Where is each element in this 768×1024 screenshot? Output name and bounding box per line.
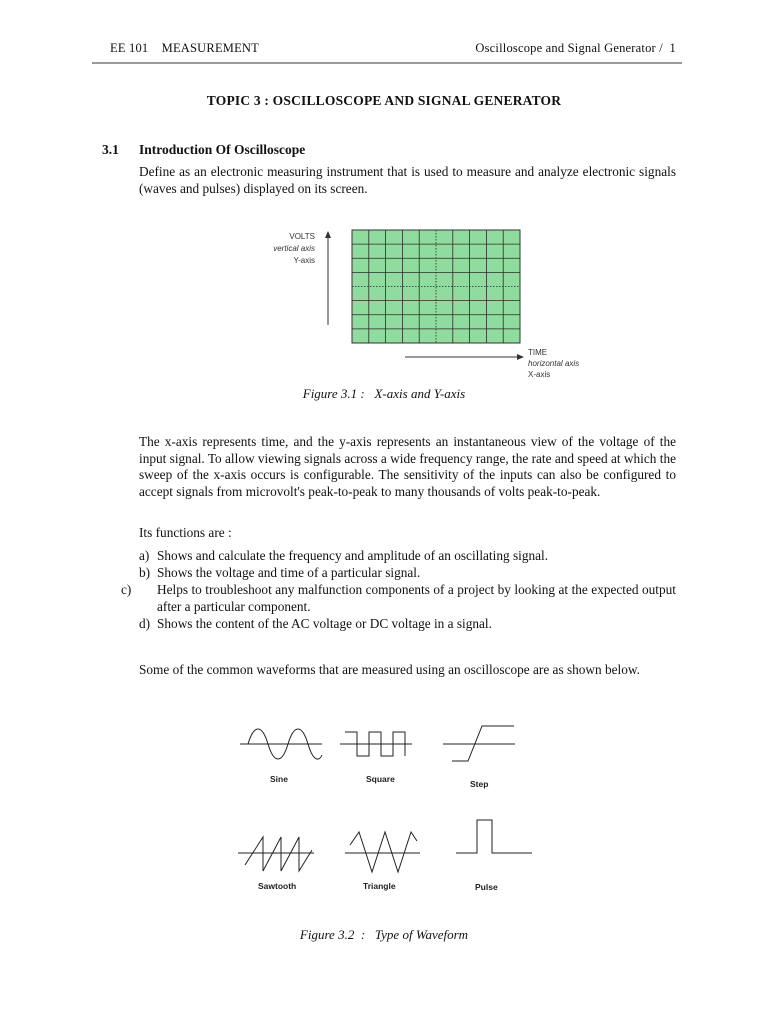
sawtooth-waveform — [238, 837, 314, 871]
functions-label: Its functions are : — [139, 525, 232, 540]
axis-description-paragraph: The x-axis represents time, and the y-axis represents an instantaneous view of the voltage of the input signal. To allow viewing signals across a wide frequency range, the rate and speed at which the sweep of the x-axis occurs is configurable. The sensitivity of the inputs can also be configured to accept signals from microvolt's peak-to-peak to many thousands of volts peak-to-peak. — [139, 434, 676, 499]
header-page-title: Oscilloscope and Signal Generator / 1 — [475, 41, 676, 55]
step-waveform — [443, 726, 515, 761]
section-title: Introduction Of Oscilloscope — [139, 142, 306, 157]
pulse-label: Pulse — [475, 882, 498, 892]
y-axis-label-vertical: vertical axis — [273, 244, 315, 253]
function-item-d: d) Shows the content of the AC voltage or DC voltage in a signal. — [139, 616, 492, 631]
figure-3-2-caption: Figure 3.2 : Type of Waveform — [299, 927, 469, 942]
y-axis-label-volts: VOLTS — [289, 232, 315, 241]
function-item-a: a) Shows and calculate the frequency and amplitude of an oscillating signal. — [139, 548, 549, 563]
common-waveforms-paragraph: Some of the common waveforms that are measured using an oscilloscope are as shown below. — [139, 662, 640, 677]
x-axis-label-time: TIME — [528, 348, 548, 357]
waveform-types-figure — [230, 715, 550, 900]
section-number: 3.1 — [102, 142, 119, 157]
sine-waveform — [240, 729, 322, 759]
function-item-b: b) Shows the voltage and time of a particular signal. — [139, 565, 421, 580]
triangle-waveform — [345, 832, 420, 872]
square-label: Square — [366, 774, 395, 784]
x-axis-label-horizontal: horizontal axis — [528, 359, 580, 368]
square-waveform — [340, 732, 412, 756]
y-axis-arrow — [325, 231, 331, 325]
triangle-label: Triangle — [363, 881, 396, 891]
figure-3-1-caption: Figure 3.1 : X-axis and Y-axis — [302, 386, 466, 401]
x-axis-label-x: X-axis — [528, 370, 551, 379]
header-divider — [92, 62, 682, 64]
sine-label: Sine — [270, 774, 288, 784]
oscilloscope-screen-figure — [255, 225, 595, 385]
function-item-c: c) Helps to troubleshoot any malfunction components of a project by looking at the expected output after a particular component. — [121, 582, 676, 614]
step-label: Step — [470, 779, 489, 789]
y-axis-label-y: Y-axis — [293, 256, 315, 265]
page-title: TOPIC 3 : OSCILLOSCOPE AND SIGNAL GENERATOR — [206, 93, 562, 108]
definition-paragraph: Define as an electronic measuring instrument that is used to measure and analyze electronic signals (waves and pulses) displayed on its screen. — [139, 164, 676, 196]
sawtooth-label: Sawtooth — [258, 881, 297, 891]
pulse-waveform — [456, 820, 532, 853]
header-course: EE 101 MEASUREMENT — [110, 41, 259, 55]
x-axis-label-group — [528, 348, 579, 379]
x-axis-arrow — [405, 354, 524, 360]
y-axis-label-group — [273, 232, 315, 265]
